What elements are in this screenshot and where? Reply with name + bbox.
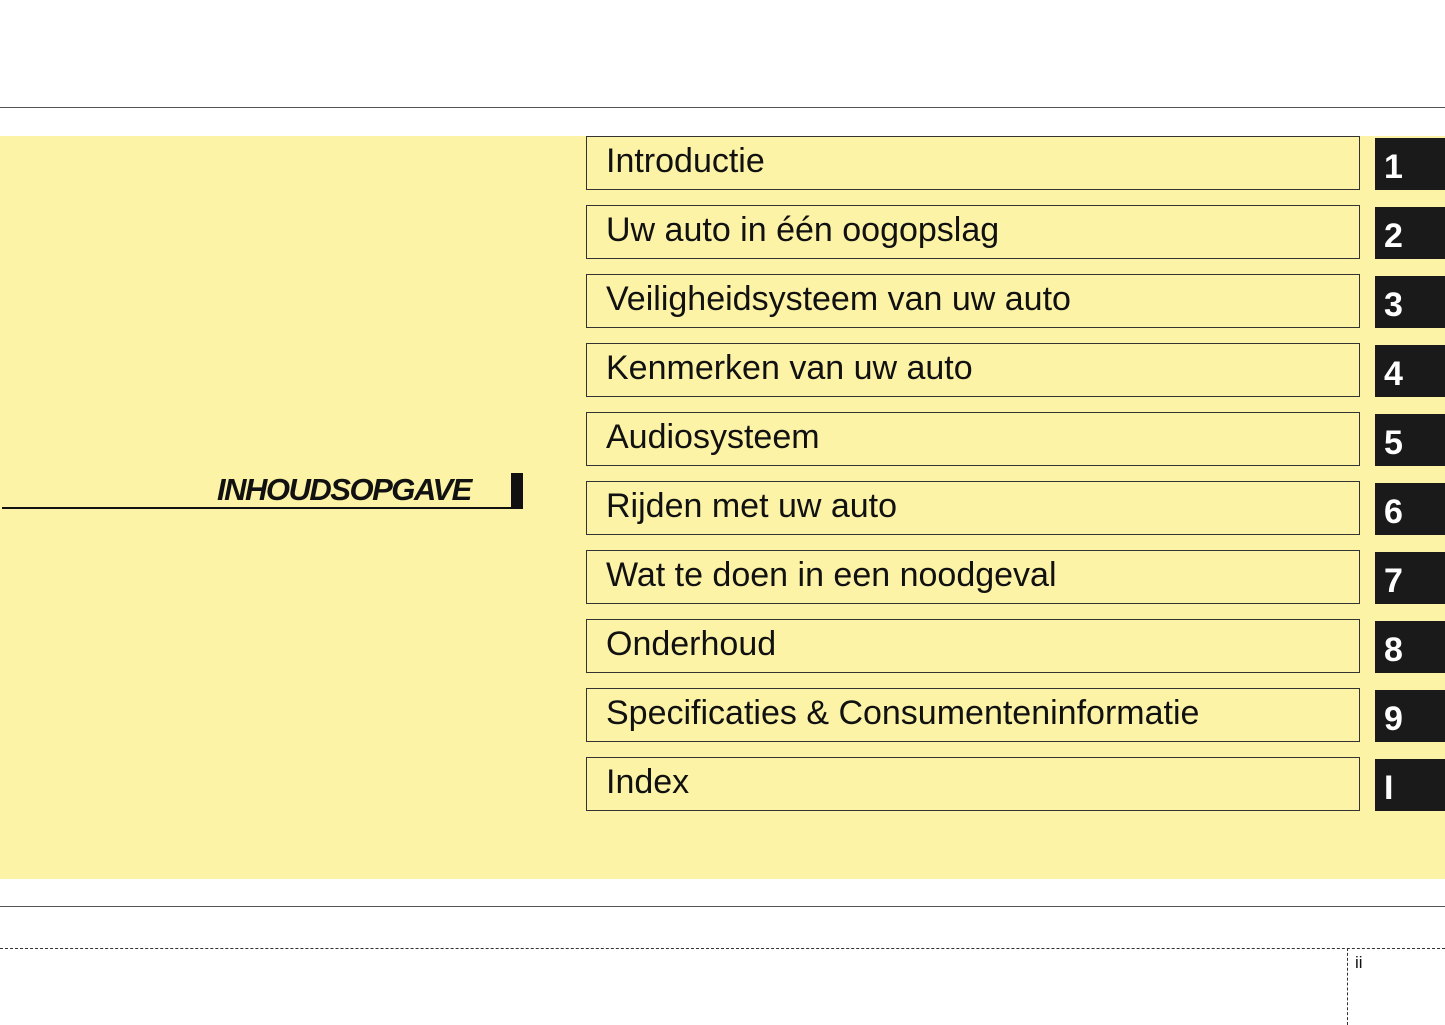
toc-box[interactable] — [586, 481, 1360, 535]
toc-label: Audiosysteem — [606, 418, 820, 456]
chapter-tab[interactable] — [1375, 138, 1445, 190]
toc-box[interactable] — [586, 619, 1360, 673]
table-of-contents — [586, 136, 1445, 826]
bottom-rule — [0, 906, 1445, 907]
toc-label: Kenmerken van uw auto — [606, 349, 973, 387]
chapter-tab[interactable] — [1375, 552, 1445, 604]
toc-item-8[interactable] — [586, 619, 1445, 688]
chapter-number: 4 — [1384, 355, 1403, 393]
toc-box[interactable] — [586, 550, 1360, 604]
chapter-tab[interactable] — [1375, 345, 1445, 397]
toc-item-index[interactable] — [586, 757, 1445, 826]
toc-item-1[interactable] — [586, 136, 1445, 205]
chapter-tab[interactable] — [1375, 414, 1445, 466]
toc-box[interactable] — [586, 274, 1360, 328]
chapter-tab[interactable] — [1375, 759, 1445, 811]
toc-box[interactable] — [586, 343, 1360, 397]
chapter-number: 1 — [1384, 148, 1403, 186]
toc-box[interactable] — [586, 205, 1360, 259]
toc-label: Rijden met uw auto — [606, 487, 898, 525]
chapter-number: 8 — [1384, 631, 1403, 669]
toc-box[interactable] — [586, 688, 1360, 742]
toc-label: Introductie — [606, 142, 765, 180]
chapter-number: 2 — [1384, 217, 1403, 255]
dashed-footer-line — [0, 948, 1445, 949]
toc-item-7[interactable] — [586, 550, 1445, 619]
toc-label: Specificaties & Consumenteninformatie — [606, 694, 1200, 732]
toc-box[interactable] — [586, 757, 1360, 811]
title-marker — [511, 473, 523, 509]
top-rule — [0, 107, 1445, 108]
chapter-tab[interactable] — [1375, 276, 1445, 328]
toc-box[interactable] — [586, 412, 1360, 466]
toc-item-5[interactable] — [586, 412, 1445, 481]
chapter-number: 3 — [1384, 286, 1403, 324]
toc-item-2[interactable] — [586, 205, 1445, 274]
chapter-number: I — [1384, 769, 1394, 807]
page-title: INHOUDSOPGAVE — [217, 472, 471, 507]
toc-item-3[interactable] — [586, 274, 1445, 343]
toc-label: Uw auto in één oogopslag — [606, 211, 1000, 249]
toc-label: Wat te doen in een noodgeval — [606, 556, 1057, 594]
chapter-number: 9 — [1384, 700, 1403, 738]
chapter-number: 7 — [1384, 562, 1403, 600]
chapter-tab[interactable] — [1375, 690, 1445, 742]
toc-label: Onderhoud — [606, 625, 777, 663]
chapter-tab[interactable] — [1375, 483, 1445, 535]
toc-label: Index — [606, 763, 690, 801]
toc-label: Veiligheidsysteem van uw auto — [606, 280, 1071, 318]
toc-item-9[interactable] — [586, 688, 1445, 757]
toc-box[interactable] — [586, 136, 1360, 190]
page-number: ii — [1355, 953, 1363, 972]
chapter-tab[interactable] — [1375, 621, 1445, 673]
chapter-number: 6 — [1384, 493, 1403, 531]
chapter-tab[interactable] — [1375, 207, 1445, 259]
toc-item-6[interactable] — [586, 481, 1445, 550]
toc-item-4[interactable] — [586, 343, 1445, 412]
dashed-footer-divider — [1347, 948, 1348, 1025]
chapter-number: 5 — [1384, 424, 1403, 462]
